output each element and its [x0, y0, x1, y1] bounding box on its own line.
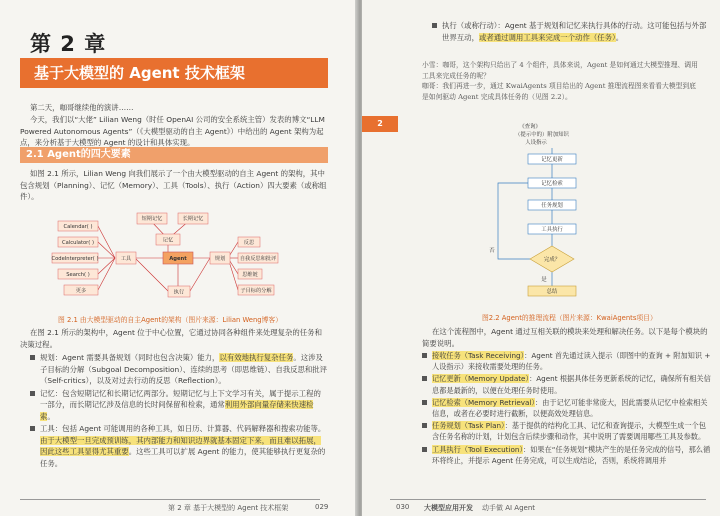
footer-page-number: 029	[315, 503, 329, 511]
tools-node: 工具	[120, 256, 132, 262]
component-list	[30, 352, 328, 470]
bullet-memory: 记忆：包含短期记忆和长期记忆两部分。短期记忆与上下文学习有关，属于提示工程的一部分，而长期记忆涉及信息的长时间保留和检索，通常利用外部向量存储来快速检索。	[30, 388, 328, 423]
after-figure-paragraph: 在图 2.1 所示的架构中，Agent 位于中心位置，它通过协同各种组件来处理复杂的任务和决策过程。	[20, 328, 322, 349]
action-node: 执行	[173, 289, 185, 296]
tool-code-interpreter: CodeInterpreter( )	[51, 256, 99, 262]
figure-caption-2-2: 图2.2 Agent的推理流程（图片来源：KwaiAgents项目）	[482, 314, 657, 322]
top-bullet-list	[432, 20, 708, 44]
flow-prompt-knowledge: （提示中的）附加知识	[515, 132, 569, 138]
left-page	[0, 0, 358, 516]
plan-chain-of-thought: 思维链	[242, 272, 258, 278]
flow-summary: 总结	[546, 289, 558, 295]
plan-reflection: 反思	[243, 240, 255, 246]
agent-node: Agent	[169, 256, 187, 262]
flow-profile: 人设指示	[525, 140, 547, 146]
bullet-action: 执行（或称行动）：Agent 基于规划和记忆来执行具体的行动。这可能包括与外部世界互动，或者通过调用工具来完成一个动作（任务）。	[432, 20, 708, 43]
footer-book-subtitle: 动手做 AI Agent	[482, 504, 536, 512]
tool-more: 更多	[75, 288, 87, 294]
short-term-memory-node: 短期记忆	[141, 216, 163, 222]
flow-yes-label: 是	[541, 277, 547, 283]
bullet-memory-retrieval: 记忆检索（Memory Retrieval）：由于记忆可能非常庞大，因此需要从记忆中检索相关信息，或者在必要时进行截断，以便高效处理信息。	[422, 397, 712, 419]
bullet-tool-exec: 工具执行（Tool Execution）：如果在“任务规划”模块产生的是任务完成的信号，那么循环将终止，并提示 Agent 任务完成，可以生成结论，否则，系统将调用并	[422, 444, 712, 466]
agent-architecture-diagram	[50, 206, 280, 308]
agent-flowchart	[482, 120, 662, 310]
chapter-tab: 2	[362, 116, 398, 132]
flow-memory-update: 记忆更新	[541, 157, 563, 163]
flow-query: 《查询》	[519, 124, 541, 130]
footer-book-title: 大模型应用开发	[424, 504, 473, 512]
flow-done-decision: 完成？	[543, 257, 561, 263]
flow-intro-paragraph: 在这个流程图中，Agent 通过互相关联的模块来处理和解决任务。以下是每个模块的简要说明。	[422, 327, 708, 348]
intro-paragraph: 今天，我们以“大佬” Lilian Weng（时任 OpenAI 公司的安全系统主管）发表的博文“LLM Powered Autonomous Agents”（《大模型驱动的自主 Agent》）中给出的 Agent 架构为起点，来分析基于大模型的 Agent 的设计和具体实现。	[20, 115, 325, 147]
memory-node: 记忆	[162, 237, 174, 244]
footer-rule-right	[390, 499, 706, 500]
chapter-title: 基于大模型的 Agent 技术框架	[20, 58, 328, 88]
plan-subgoal: 子目标的分解	[240, 288, 272, 294]
dialog-xiaoxue: 小雪：咖哥，这个架构只给出了 4 个组件，具体来说，Agent 是如何通过大模型推理、调用工具来完成任务的呢？	[422, 61, 698, 80]
flow-task-plan: 任务规划	[541, 203, 563, 209]
bullet-task-plan: 任务规划（Task Plan）：基于提供的结构化工具、记忆和查询提示，大模型生成一个包含任务名称的计划，计划包含后续步骤和动作，其中说明了需要调用哪些工具及参数。	[422, 420, 712, 442]
right-page	[362, 0, 720, 516]
planning-node: 规划	[214, 256, 226, 262]
footer-page-number-right: 030	[396, 503, 410, 511]
bullet-task-receiving: 接收任务（Task Receiving）：Agent 首先通过读入提示（即图中的查询 + 附加知识 + 人设指示）来接收需要处理的任务。	[422, 350, 712, 372]
tool-calendar: Calendar( )	[63, 224, 93, 230]
chapter-number: 第 2 章	[30, 32, 107, 56]
module-list	[422, 350, 712, 467]
flow-no-label: 否	[489, 248, 495, 254]
tool-calculator: Calculator( )	[61, 240, 95, 246]
bullet-memory-update: 记忆更新（Memory Update）：Agent 根据具体任务更新系统的记忆，确保所有相关信息都是最新的，以便在处理任务时使用。	[422, 373, 712, 395]
plan-self-critic: 自我反思和批评	[239, 256, 277, 262]
bullet-planning: 规划：Agent 需要具备规划（同时也包含决策）能力，以有效地执行复杂任务。这涉及子目标的分解（Subgoal Decomposition）、连续的思考（即思维链）、自我反思和批评（Self-critics），以及对过去行动的反思（Reflection）。	[30, 352, 328, 387]
flow-memory-retrieval: 记忆检索	[541, 181, 563, 187]
footer-rule	[20, 499, 320, 500]
section-heading: 2.1 Agent的四大要素	[20, 147, 328, 163]
long-term-memory-node: 长期记忆	[182, 216, 204, 222]
bullet-tools: 工具：包括 Agent 可能调用的各种工具，如日历、计算器、代码解释器和搜索功能等。由于大模型一旦完成预训练，其内部能力和知识边界就基本固定下来，而且难以拓展，因此这些工具显得尤其重要。这些工具可以扩展 Agent 的能力，使其能够执行更复杂的任务。	[30, 423, 328, 469]
footer-chapter: 第 2 章 基于大模型的 Agent 技术框架	[168, 504, 289, 512]
intro-line: 第二天，咖哥继续他的演讲……	[30, 103, 134, 112]
flow-tool-exec: 工具执行	[541, 227, 563, 233]
dialog-kage: 咖哥：我们再进一步，通过 KwaiAgents 项目给出的 Agent 推理流程图来看看大模型到底是如何驱动 Agent 完成具体任务的（见图 2.2）。	[422, 82, 696, 101]
tool-search: Search( )	[66, 272, 90, 278]
section-paragraph: 如图 2.1 所示，Lilian Weng 向我们展示了一个由大模型驱动的自主 Agent 的架构，其中包含规划（Planning）、记忆（Memory）、工具（Tools）、执行（Action）四大要素（或称组件）。	[20, 169, 327, 201]
figure-caption-2-1: 图 2.1 由大模型驱动的自主Agent的架构（图片来源：Lilian Weng博客）	[58, 316, 282, 324]
